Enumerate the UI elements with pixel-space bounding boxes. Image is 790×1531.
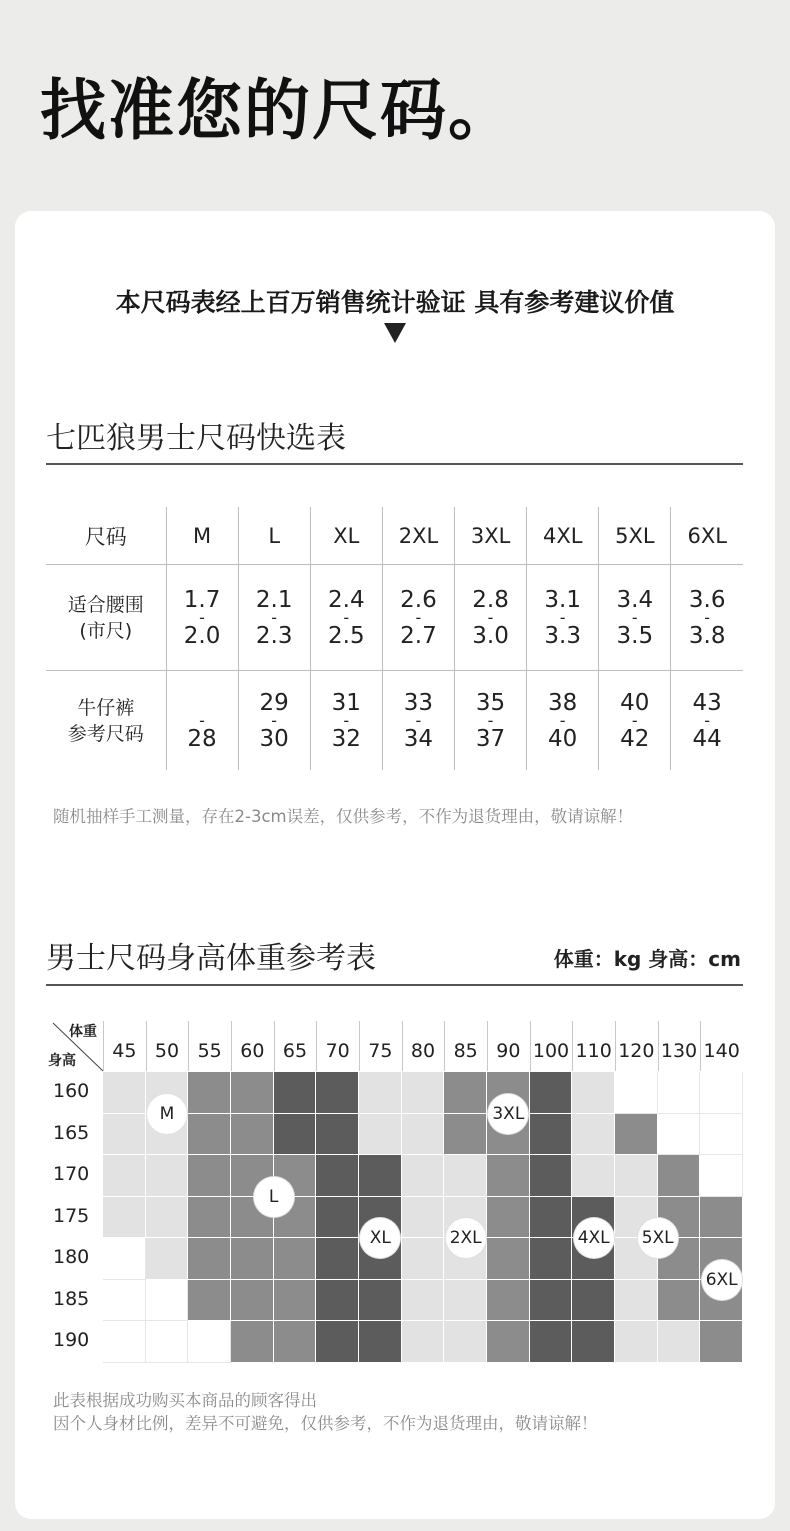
range-dash: - [704,710,711,730]
grid-cell [146,1280,189,1322]
waist-max: 2.7 [400,622,437,649]
height-axis-tag: 身高 [48,1053,76,1069]
grid-cell [103,1238,146,1280]
jeans-max: 40 [548,725,578,752]
hw-table-divider [46,984,743,986]
grid-cell [530,1072,573,1114]
range-dash: - [559,607,566,627]
grid-cell [402,1280,445,1322]
quick-table-divider [46,463,743,465]
quick-table-title: 七匹狼男士尺码快选表 [46,421,346,456]
weight-label: 75 [368,1040,393,1062]
header-column-divider [615,1021,616,1071]
grid-cell [530,1197,573,1239]
header-column-divider [188,1021,189,1071]
grid-cell [402,1155,445,1197]
grid-cell [188,1155,231,1197]
height-label: 170 [53,1163,90,1185]
grid-cell [615,1072,658,1114]
waist-cell [310,565,382,671]
weight-label: 45 [112,1040,137,1062]
waist-min: 3.1 [544,586,581,613]
range-dash: - [199,710,205,730]
grid-cell [615,1155,658,1197]
waist-min: 2.4 [328,586,365,613]
waist-label-line1: 适合腰围 [67,593,144,616]
size-header-row [46,507,743,565]
grid-cell [487,1155,530,1197]
size-L: L [238,507,310,565]
weight-label: 140 [703,1040,740,1062]
waist-row [46,565,743,671]
grid-cell [146,1238,189,1280]
size-5XL: 5XL [599,507,671,565]
jeans-cell [599,671,671,771]
grid-cell [188,1114,231,1156]
hw-units: 体重：kg 身高：cm [553,947,741,971]
grid-cell [572,1072,615,1114]
grid-cell [658,1072,701,1114]
jeans-min: 38 [548,689,578,716]
hw-note-line1: 此表根据成功购买本商品的顾客得出 [53,1391,317,1410]
range-dash: - [704,607,711,627]
header-column-divider [530,1021,531,1071]
grid-cell [274,1114,317,1156]
jeans-label [46,671,166,771]
jeans-min: 29 [259,689,289,716]
weight-label: 60 [240,1040,265,1062]
grid-cell [530,1280,573,1322]
grid-cell [103,1321,146,1363]
grid-cell [444,1114,487,1156]
header-column-divider [700,1021,701,1071]
waist-max: 3.5 [616,622,654,649]
grid-cell [700,1321,743,1363]
weight-label: 55 [197,1040,222,1062]
grid-cell [444,1321,487,1363]
waist-label [46,565,166,671]
size-3XL: 3XL [455,507,527,565]
waist-min: 2.1 [255,586,293,613]
range-dash: - [343,607,350,627]
range-dash: - [559,710,566,730]
jeans-label-line2: 参考尺码 [67,722,144,745]
grid-cell [572,1114,615,1156]
grid-cell [188,1321,231,1363]
grid-cell [530,1238,573,1280]
weight-label: 90 [496,1040,521,1062]
jeans-cell [455,671,527,771]
waist-cell [527,565,599,671]
jeans-min: 33 [403,689,434,716]
range-dash: - [487,607,494,627]
grid-cell [700,1114,743,1156]
jeans-max: 42 [620,725,650,752]
weight-label: 80 [410,1040,436,1062]
header-column-divider [572,1021,573,1071]
grid-cell [231,1114,274,1156]
range-dash: - [343,710,350,730]
height-label: 180 [53,1246,90,1268]
grid-cell [316,1238,359,1280]
size-marker: 2XL [446,1218,486,1258]
header-column-divider [146,1021,147,1071]
range-dash: - [271,607,278,627]
grid-cell [274,1280,317,1322]
jeans-min: 40 [620,689,650,716]
height-label: 190 [53,1329,90,1351]
jeans-max: 30 [259,725,289,752]
grid-cell [402,1197,445,1239]
grid-cell [359,1072,402,1114]
grid-cell [700,1197,743,1239]
jeans-max: 37 [475,725,506,752]
waist-cell [599,565,671,671]
header-column-divider [487,1021,488,1071]
grid-cell [274,1072,317,1114]
size-2XL: 2XL [382,507,454,565]
grid-cell [316,1114,359,1156]
waist-max: 3.8 [688,622,726,649]
grid-cell [274,1321,317,1363]
grid-cell [615,1321,658,1363]
jeans-min: 35 [475,689,506,716]
jeans-cell [166,671,238,771]
weight-label: 70 [325,1040,350,1062]
grid-cell [359,1114,402,1156]
grid-cell [359,1155,402,1197]
weight-label: 85 [453,1040,478,1062]
weight-label: 50 [154,1040,180,1062]
grid-cell [316,1197,359,1239]
size-marker: L [254,1177,294,1217]
range-dash: - [631,607,638,627]
grid-cell [487,1280,530,1322]
grid-cell [444,1072,487,1114]
waist-min: 3.4 [616,586,654,613]
grid-cell [530,1321,573,1363]
waist-cell [671,565,743,671]
jeans-max: 28 [187,725,217,752]
weight-axis-tag: 体重 [69,1024,97,1040]
grid-cell [402,1238,445,1280]
grid-cell [444,1280,487,1322]
waist-max: 3.3 [544,622,581,649]
weight-label: 100 [532,1040,570,1062]
waist-max: 3.0 [472,622,509,649]
grid-cell [103,1114,146,1156]
range-dash: - [631,710,638,730]
range-dash: - [271,710,278,730]
grid-cell [700,1072,743,1114]
grid-cell [444,1155,487,1197]
jeans-min: 43 [692,689,722,716]
size-XL: XL [310,507,382,565]
grid-cell [359,1321,402,1363]
grid-cell [402,1072,445,1114]
jeans-cell [238,671,310,771]
range-dash: - [199,607,205,627]
grid-cell [530,1155,573,1197]
size-marker: 4XL [574,1218,614,1258]
header-column-divider [274,1021,275,1071]
jeans-max: 34 [403,725,434,752]
grid-cell [188,1280,231,1322]
grid-cell [615,1114,658,1156]
height-label: 185 [53,1287,90,1310]
grid-cell [487,1238,530,1280]
waist-cell [382,565,454,671]
size-marker: 6XL [702,1260,742,1300]
grid-cell [231,1072,274,1114]
height-label: 175 [53,1204,90,1227]
height-label: 160 [53,1080,90,1102]
range-dash: - [415,710,422,730]
size-6XL: 6XL [671,507,743,565]
waist-min: 3.6 [688,586,726,613]
waist-min: 2.8 [472,586,509,613]
jeans-cell [527,671,599,771]
grid-cell [658,1155,701,1197]
grid-cell [188,1197,231,1239]
waist-max: 2.0 [183,622,221,649]
jeans-max: 44 [692,725,722,752]
header-column-divider [103,1021,104,1071]
header-column-divider [359,1021,360,1071]
waist-max: 2.3 [255,622,293,649]
grid-cell [572,1155,615,1197]
grid-cell [572,1280,615,1322]
grid-cell [658,1321,701,1363]
weight-label: 120 [618,1040,655,1062]
waist-min: 1.7 [183,586,221,613]
grid-cell [700,1155,743,1197]
quick-size-table [46,507,743,770]
jeans-cell [310,671,382,771]
grid-cell [103,1155,146,1197]
jeans-min [167,693,238,713]
header-column-divider [402,1021,403,1071]
waist-cell [238,565,310,671]
jeans-cell [382,671,454,771]
intro-subtitle: 本尺码表经上百万销售统计验证 具有参考建议价值 [115,288,675,317]
grid-cell [188,1238,231,1280]
grid-cell [316,1072,359,1114]
size-marker: XL [360,1218,400,1258]
grid-cell [231,1321,274,1363]
page-title: 找准您的尺码。 [40,72,516,149]
jeans-label-line1: 牛仔裤 [77,696,135,719]
hw-table-title: 男士尺码身高体重参考表 [46,941,376,976]
grid-cell [103,1072,146,1114]
jeans-max: 32 [331,725,361,752]
grid-cell [402,1321,445,1363]
jeans-min: 31 [331,689,361,716]
weight-label: 65 [282,1040,308,1062]
size-marker: 3XL [488,1094,528,1134]
header-column-divider [231,1021,232,1071]
grid-cell [103,1280,146,1322]
header-column-divider [316,1021,317,1071]
size-M: M [166,507,238,565]
grid-cell [487,1197,530,1239]
waist-max: 2.5 [328,622,365,649]
grid-cell [274,1238,317,1280]
weight-label: 130 [660,1040,698,1062]
range-dash: - [415,607,422,627]
grid-cell [316,1321,359,1363]
header-column-divider [658,1021,659,1071]
waist-label-line2: (市尺) [79,619,133,642]
grid-cell [658,1280,701,1322]
grid-cell [188,1072,231,1114]
grid-cell [402,1114,445,1156]
size-marker: M [147,1094,187,1134]
grid-cell [103,1197,146,1239]
grid-cell [615,1280,658,1322]
grid-cell [146,1321,189,1363]
grid-cell [146,1197,189,1239]
down-arrow-icon [384,323,406,343]
waist-cell [166,565,238,671]
grid-cell [530,1114,573,1156]
grid-cell [572,1321,615,1363]
jeans-row [46,671,743,771]
header-column-divider [444,1021,445,1071]
grid-cell [658,1114,701,1156]
grid-cell [231,1238,274,1280]
hw-note-line2: 因个人身材比例，差异不可避免，仅供参考，不作为退货理由，敬请谅解！ [53,1414,598,1433]
grid-cell [231,1280,274,1322]
grid-cell [316,1280,359,1322]
size-header-label: 尺码 [46,507,166,565]
jeans-cell [671,671,743,771]
quick-table-note: 随机抽样手工测量，存在2-3cm误差，仅供参考，不作为退货理由，敬请谅解！ [53,807,634,826]
waist-min: 2.6 [400,586,437,613]
size-marker: 5XL [638,1218,678,1258]
waist-cell [455,565,527,671]
range-dash: - [487,710,494,730]
size-4XL: 4XL [527,507,599,565]
weight-label: 110 [575,1040,612,1062]
grid-cell [146,1155,189,1197]
grid-cell [359,1280,402,1322]
height-label: 165 [53,1121,90,1144]
grid-cell [487,1321,530,1363]
grid-cell [316,1155,359,1197]
